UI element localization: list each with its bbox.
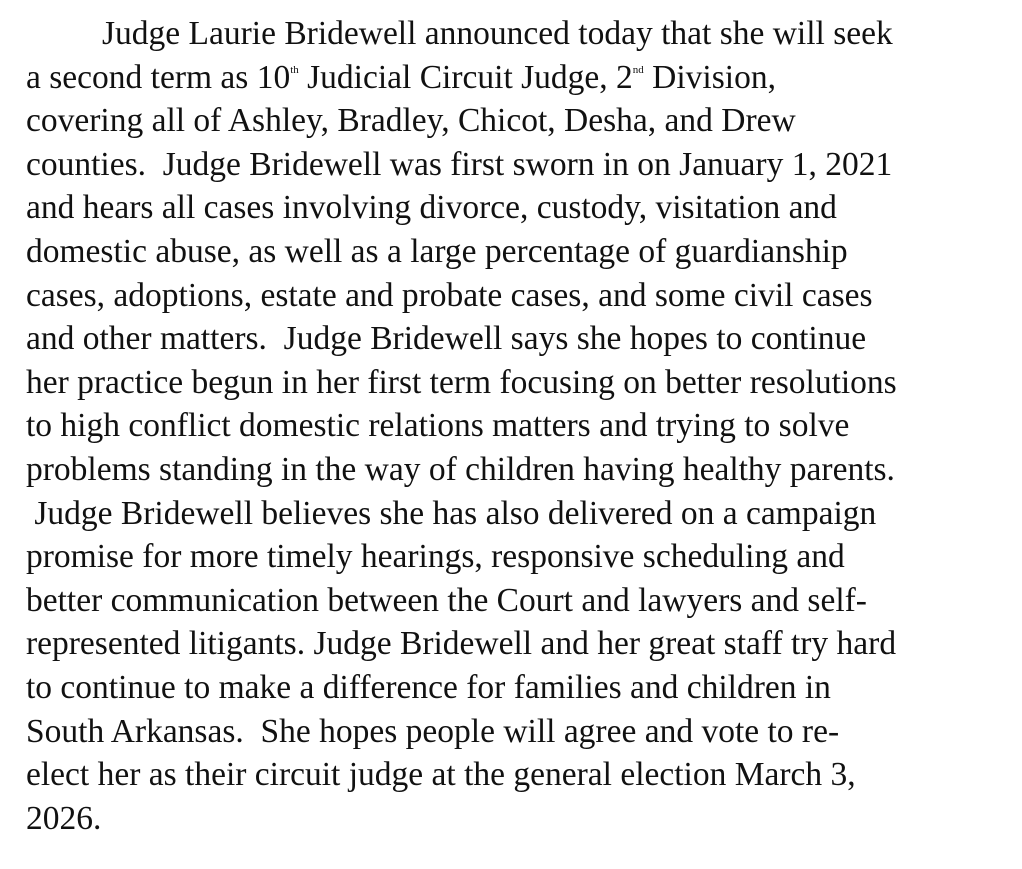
paragraph-line: counties. Judge Bridewell was first sworn in on January 1, 2021 (26, 145, 893, 183)
line-text: a second term as 10 (26, 58, 291, 96)
ordinal-superscript: nd (632, 63, 644, 76)
line-text: Division, (643, 58, 776, 96)
paragraph-line: to continue to make a difference for families and children in (26, 668, 831, 706)
paragraph-line: promise for more timely hearings, responsive scheduling and (26, 538, 845, 576)
paragraph-line: and other matters. Judge Bridewell says she hopes to continue (26, 320, 867, 358)
paragraph-line: South Arkansas. She hopes people will agree and vote to re- (26, 712, 840, 750)
paragraph-line: better communication between the Court and lawyers and self- (26, 581, 867, 619)
paragraph-line: problems standing in the way of children having healthy parents. (26, 450, 895, 488)
paragraph-line (26, 56, 1016, 100)
paragraph-line: to high conflict domestic relations matters and trying to solve (26, 407, 850, 445)
paragraph-line: Judge Bridewell believes she has also delivered on a campaign (26, 494, 877, 532)
paragraph-line: her practice begun in her first term focusing on better resolutions (26, 363, 897, 401)
paragraph-line: cases, adoptions, estate and probate cases, and some civil cases (26, 276, 873, 314)
paragraph-line: represented litigants. Judge Bridewell and her great staff try hard (26, 625, 897, 663)
paragraph-line: covering all of Ashley, Bradley, Chicot, Desha, and Drew (26, 102, 796, 140)
announcement-paragraph (26, 12, 1016, 840)
paragraph-line: domestic abuse, as well as a large percentage of guardianship (26, 232, 848, 270)
paragraph-line: 2026. (26, 799, 102, 837)
paragraph-line: and hears all cases involving divorce, custody, visitation and (26, 189, 837, 227)
ordinal-superscript: th (290, 63, 299, 76)
paragraph-line: Judge Laurie Bridewell announced today that she will seek (102, 15, 893, 52)
line-text: Judicial Circuit Judge, 2 (298, 58, 633, 96)
paragraph-line: elect her as their circuit judge at the general election March 3, (26, 756, 856, 794)
